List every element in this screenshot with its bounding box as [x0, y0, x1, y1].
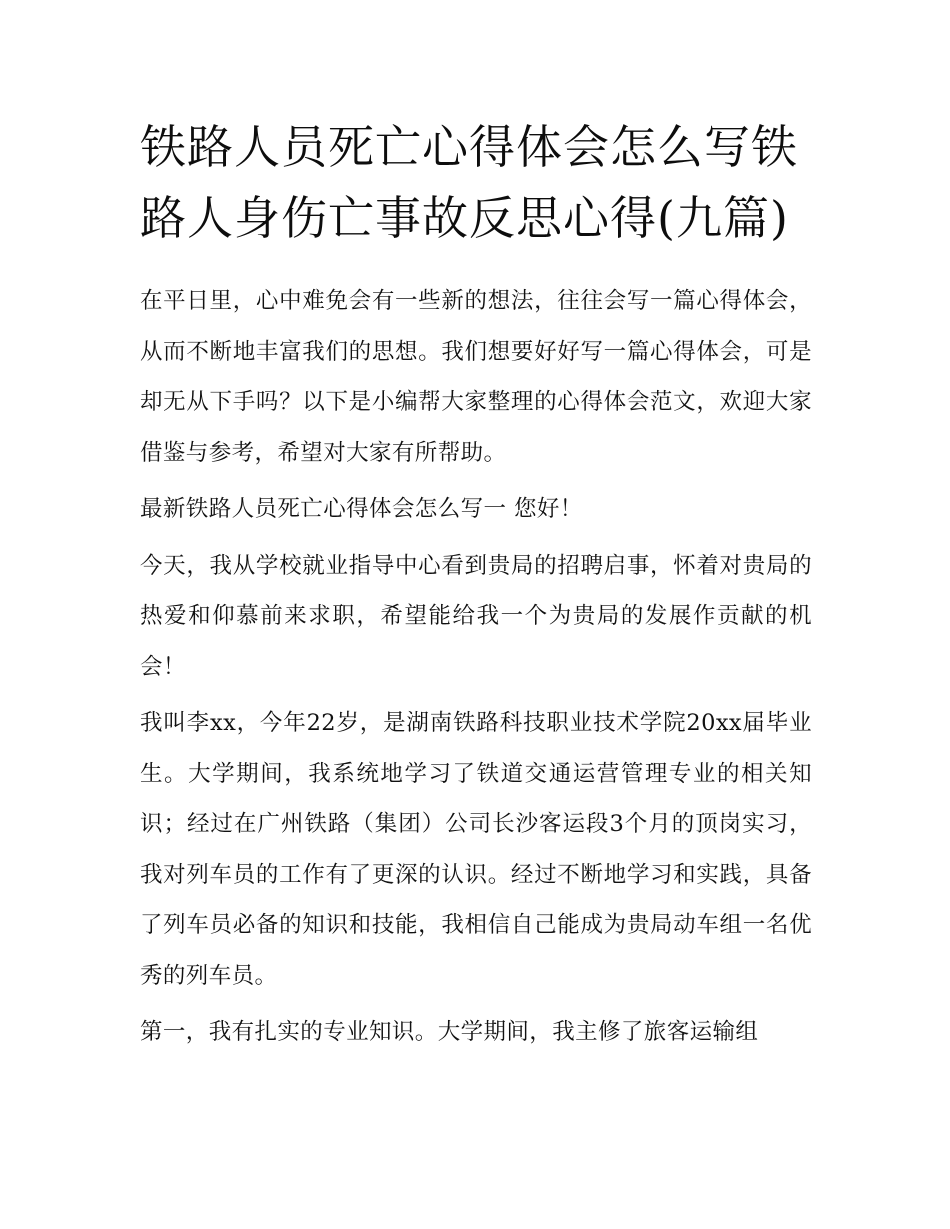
document-body	[140, 276, 812, 1058]
paragraph-first-point: 第一，我有扎实的专业知识。大学期间，我主修了旅客运输组	[140, 1019, 759, 1045]
document-page	[140, 112, 812, 1064]
paragraph-section-heading: 最新铁路人员死亡心得体会怎么写一 您好！	[140, 496, 583, 522]
paragraph-intro: 在平日里，心中难免会有一些新的想法，往往会写一篇心得体会，从而不断地丰富我们的思想。我们想要好好写一篇心得体会，可是却无从下手吗？以下是小编帮大家整理的心得体会范文，欢迎大家借鉴与参考，希望对大家有所帮助。	[140, 288, 812, 466]
paragraph-self-introduction: 我叫李xx，今年22岁，是湖南铁路科技职业技术学院20xx届毕业生。大学期间，我系统地学习了铁道交通运营管理专业的相关知识；经过在广州铁路（集团）公司长沙客运段3个月的顶岗实习，我对列车员的工作有了更深的认识。经过不断地学习和实践，具备了列车员必备的知识和技能，我相信自己能成为贵局动车组一名优秀的列车员。	[140, 710, 812, 989]
document-title: 铁路人员死亡心得体会怎么写铁路人身伤亡事故反思心得(九篇)	[140, 120, 798, 245]
paragraph-application: 今天，我从学校就业指导中心看到贵局的招聘启事，怀着对贵局的热爱和仰慕前来求职，希望能给我一个为贵局的发展作贡献的机会！	[140, 552, 812, 680]
